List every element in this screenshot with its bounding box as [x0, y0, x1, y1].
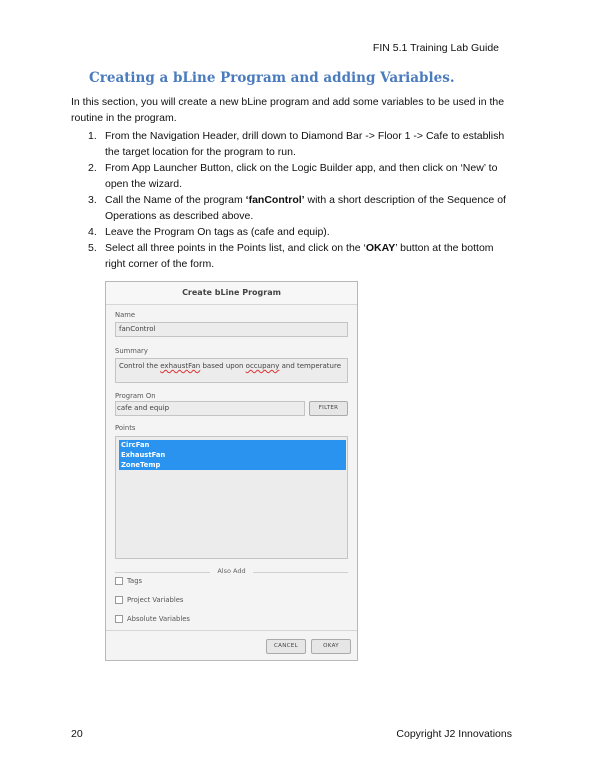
step-item: 5. Select all three points in the Points list, and click on the ‘OKAY’ button at the bottom right corner of the form. [88, 242, 494, 270]
step-item: 4. Leave the Program On tags as (cafe and equip). [88, 226, 330, 238]
points-selection [119, 440, 346, 470]
copyright-text: Copyright J2 Innovations [396, 728, 512, 740]
okay-button[interactable]: OKAY [311, 639, 351, 654]
filter-button[interactable]: FILTER [309, 401, 348, 416]
checkbox-icon [115, 577, 123, 585]
absolute-variables-checkbox[interactable]: Absolute Variables [115, 615, 190, 623]
name-field[interactable]: fanControl [115, 322, 348, 337]
dialog-title: Create bLine Program [106, 282, 357, 305]
point-item[interactable]: ZoneTemp [121, 461, 161, 469]
page-number: 20 [71, 728, 83, 740]
project-variables-checkbox[interactable]: Project Variables [115, 596, 183, 604]
steps-list [71, 128, 516, 272]
section-intro: In this section, you will create a new bLine program and add some variables to be used in the routine in the program. [71, 96, 505, 124]
summary-field[interactable]: Control the exhaustFan based upon occupany and temperature [115, 358, 348, 383]
checkbox-icon [115, 596, 123, 604]
points-label: Points [115, 424, 136, 432]
document-header: FIN 5.1 Training Lab Guide [372, 42, 499, 54]
step-item: 1. From the Navigation Header, drill down to Diamond Bar -> Floor 1 -> Cafe to establish the target location for the program to run. [88, 130, 505, 158]
point-item[interactable]: CircFan [121, 441, 150, 449]
dialog-footer [106, 630, 357, 631]
summary-label: Summary [115, 347, 148, 355]
section-title: Creating a bLine Program and adding Variables. [89, 70, 455, 86]
checkbox-icon [115, 615, 123, 623]
also-add-divider [115, 567, 348, 577]
program-on-field[interactable]: cafe and equip [115, 401, 305, 416]
tags-checkbox[interactable]: Tags [115, 577, 142, 585]
name-label: Name [115, 311, 136, 319]
point-item[interactable]: ExhaustFan [121, 451, 166, 459]
points-list [115, 436, 348, 559]
program-on-label: Program On [115, 392, 156, 400]
cancel-button[interactable]: CANCEL [266, 639, 306, 654]
create-bline-program-dialog [105, 281, 358, 661]
also-add-label: Also Add [217, 567, 246, 575]
step-item: 2. From App Launcher Button, click on the Logic Builder app, and then click on ‘New’ to open the wizard. [88, 162, 498, 190]
step-item: 3. Call the Name of the program ‘fanControl’ with a short description of the Sequence of Operations as described above. [88, 194, 506, 222]
